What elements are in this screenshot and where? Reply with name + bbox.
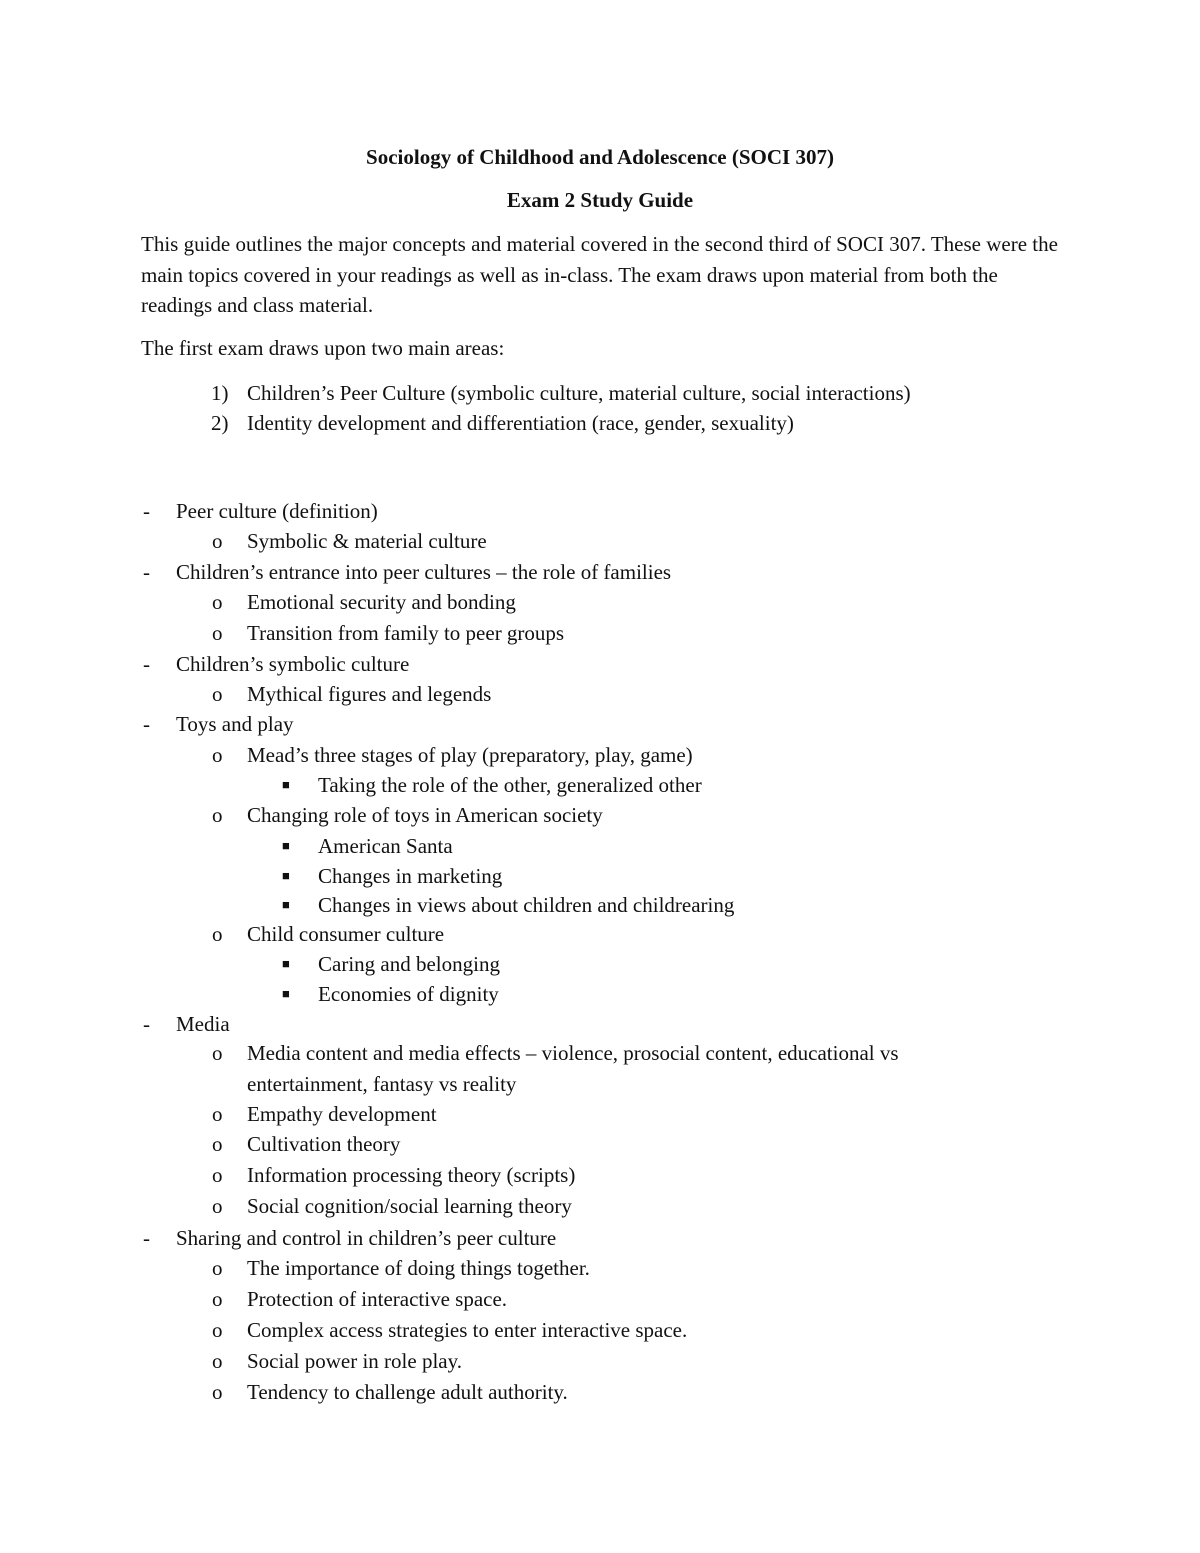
outline-item-text: Social cognition/social learning theory (247, 1194, 572, 1218)
outline-item-level-3 (0, 831, 1200, 861)
outline-item-level-3 (0, 949, 1200, 979)
square-bullet-icon: ■ (282, 986, 290, 1001)
dash-bullet-icon: - (143, 712, 150, 736)
outline-item-level-3 (0, 979, 1200, 1009)
outline-item-text: Changes in marketing (318, 864, 503, 888)
outline-item-level-3 (0, 890, 1200, 920)
outline-item-level-2 (0, 1099, 1200, 1129)
outline-item-level-2 (0, 526, 1200, 556)
circle-bullet-icon: o (212, 1041, 223, 1065)
circle-bullet-icon: o (212, 743, 223, 767)
outline-item-text: Complex access strategies to enter interactive space. (247, 1318, 688, 1342)
square-bullet-icon: ■ (282, 956, 290, 971)
dash-bullet-icon: - (143, 652, 150, 676)
outline-item-text: Media content and media effects – violence, prosocial content, educational vs entertainment, fantasy vs reality (247, 1041, 899, 1096)
outline-item-text: Mead’s three stages of play (preparatory, play, game) (247, 743, 693, 767)
circle-bullet-icon: o (212, 1256, 223, 1280)
circle-bullet-icon: o (212, 803, 223, 827)
circle-bullet-icon: o (212, 1380, 223, 1404)
circle-bullet-icon: o (212, 1194, 223, 1218)
outline-item-text: Emotional security and bonding (247, 590, 516, 614)
outline-item-level-2 (0, 1038, 1200, 1096)
outline-item-level-2 (0, 1284, 1200, 1314)
outline-item-text: Children’s entrance into peer cultures – the role of families (176, 560, 672, 584)
outline-item-text: Changes in views about children and childrearing (318, 893, 735, 917)
circle-bullet-icon: o (212, 1163, 223, 1187)
course-title: Sociology of Childhood and Adolescence (SOCI 307) (366, 145, 834, 169)
outline-item-level-2 (0, 1253, 1200, 1283)
outline-item-text: Empathy development (247, 1102, 437, 1126)
area-number: 2) (211, 411, 229, 435)
circle-bullet-icon: o (212, 682, 223, 706)
outline-item-text: American Santa (318, 834, 453, 858)
area-text: Identity development and differentiation (race, gender, sexuality) (247, 411, 794, 435)
area-item-1 (0, 378, 1200, 408)
areas-lead: The first exam draws upon two main areas: (141, 336, 505, 360)
outline-item-text: Peer culture (definition) (176, 499, 378, 523)
intro-paragraph: This guide outlines the major concepts and material covered in the second third of SOCI 307. These were the main topics covered in your readings as well as in-class. The exam draws upon material from both the readings and class material. (141, 232, 1058, 317)
outline-item-level-2 (0, 587, 1200, 617)
square-bullet-icon: ■ (282, 777, 290, 792)
outline-item-text: Media (176, 1012, 230, 1036)
outline-item-level-1 (0, 1223, 1200, 1253)
outline-item-level-1 (0, 496, 1200, 526)
square-bullet-icon: ■ (282, 838, 290, 853)
circle-bullet-icon: o (212, 621, 223, 645)
outline-item-level-3 (0, 770, 1200, 800)
square-bullet-icon: ■ (282, 868, 290, 883)
outline-item-level-3 (0, 861, 1200, 891)
circle-bullet-icon: o (212, 922, 223, 946)
area-number: 1) (211, 381, 229, 405)
outline-item-level-2 (0, 1377, 1200, 1407)
outline-item-level-1 (0, 709, 1200, 739)
outline-item-level-2 (0, 1160, 1200, 1190)
outline-item-text: Tendency to challenge adult authority. (247, 1380, 568, 1404)
outline-item-text: Caring and belonging (318, 952, 500, 976)
outline-item-level-2 (0, 679, 1200, 709)
outline-item-text: Taking the role of the other, generalized other (318, 773, 702, 797)
outline-item-text: Protection of interactive space. (247, 1287, 508, 1311)
area-text: Children’s Peer Culture (symbolic culture, material culture, social interactions) (247, 381, 911, 405)
circle-bullet-icon: o (212, 1287, 223, 1311)
area-item-2 (0, 408, 1200, 438)
circle-bullet-icon: o (212, 1102, 223, 1126)
outline-item-text: Economies of dignity (318, 982, 499, 1006)
outline-item-level-2 (0, 1191, 1200, 1221)
outline-item-text: Sharing and control in children’s peer culture (176, 1226, 557, 1250)
outline-item-text: Child consumer culture (247, 922, 445, 946)
outline-item-level-2 (0, 1129, 1200, 1159)
outline-item-text: Information processing theory (scripts) (247, 1163, 576, 1187)
outline-item-text: Toys and play (176, 712, 294, 736)
guide-title: Exam 2 Study Guide (506, 188, 694, 212)
outline-item-level-1 (0, 1009, 1200, 1039)
circle-bullet-icon: o (212, 1349, 223, 1373)
dash-bullet-icon: - (143, 1012, 150, 1036)
outline-item-text: Social power in role play. (247, 1349, 462, 1373)
circle-bullet-icon: o (212, 590, 223, 614)
dash-bullet-icon: - (143, 1226, 150, 1250)
outline-item-text: Changing role of toys in American society (247, 803, 603, 827)
circle-bullet-icon: o (212, 1318, 223, 1342)
outline-item-level-2 (0, 618, 1200, 648)
outline-item-text: Children’s symbolic culture (176, 652, 410, 676)
square-bullet-icon: ■ (282, 897, 290, 912)
outline-item-level-2 (0, 1315, 1200, 1345)
dash-bullet-icon: - (143, 499, 150, 523)
dash-bullet-icon: - (143, 560, 150, 584)
outline-item-level-2 (0, 919, 1200, 949)
outline-item-level-1 (0, 649, 1200, 679)
outline-item-text: Cultivation theory (247, 1132, 401, 1156)
outline-item-text: Mythical figures and legends (247, 682, 492, 706)
outline-item-text: Transition from family to peer groups (247, 621, 565, 645)
outline-item-level-1 (0, 557, 1200, 587)
outline-item-text: The importance of doing things together. (247, 1256, 590, 1280)
outline-item-level-2 (0, 740, 1200, 770)
outline-item-level-2 (0, 1346, 1200, 1376)
circle-bullet-icon: o (212, 1132, 223, 1156)
outline-item-text: Symbolic & material culture (247, 529, 487, 553)
outline-item-level-2 (0, 800, 1200, 830)
circle-bullet-icon: o (212, 529, 223, 553)
